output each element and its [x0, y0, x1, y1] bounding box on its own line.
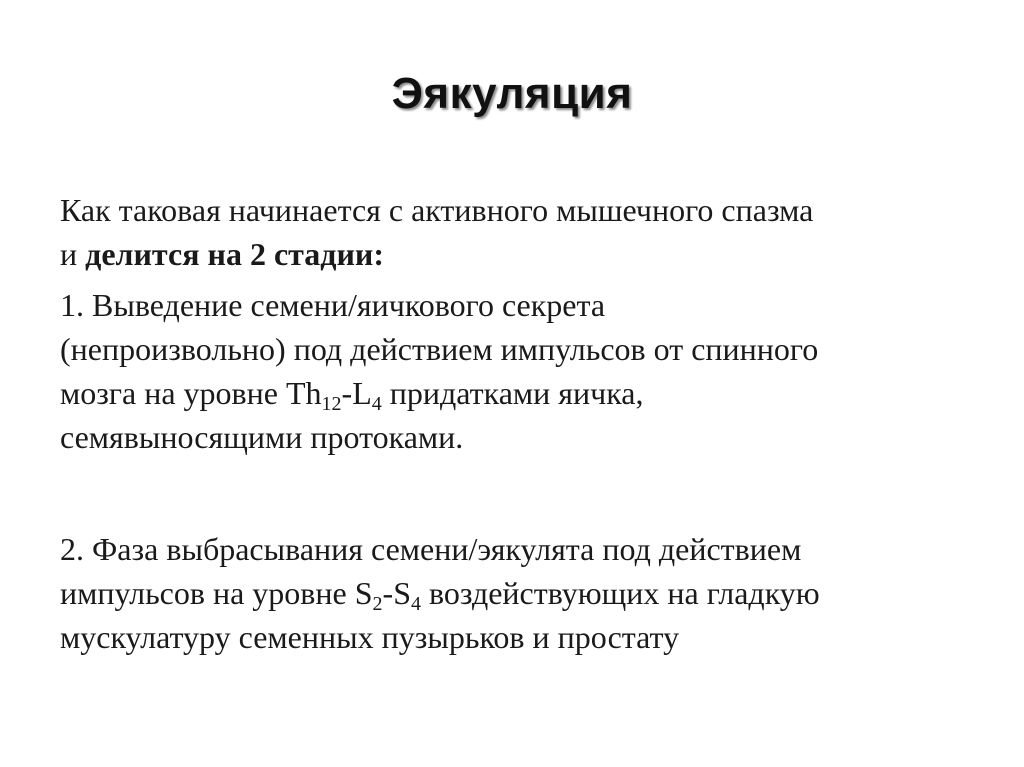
paragraph-stage-1	[60, 283, 980, 459]
stage-1-line-3-suffix: придатками яичка,	[381, 375, 644, 411]
stage-2-line-1: 2. Фаза выбрасывания семени/эякулята под действием	[60, 531, 802, 567]
stage-1-line-3-prefix: мозга на уровне Th	[60, 375, 322, 411]
stage-1-line-2: (непроизвольно) под действием импульсов от спинного	[60, 331, 819, 367]
paragraph-intro-line-2	[60, 232, 980, 276]
stage-2-line-2-prefix: импульсов на уровне S	[60, 575, 373, 611]
stage-2-line-3: мускулатуру семенных пузырьков и простату	[60, 619, 680, 655]
stage-2-line-2	[60, 571, 980, 615]
paragraph-intro-bold-text: делится на 2 стадии:	[85, 236, 384, 272]
stage-1-line-4: семявыносящими протоками.	[60, 419, 464, 455]
paragraph-intro	[60, 188, 980, 276]
stage-1-line-3-mid: -L	[341, 375, 372, 411]
stage-2-line-2-mid: -S	[382, 575, 411, 611]
stage-1-line-1: 1. Выведение семени/яичкового секрета	[60, 287, 606, 323]
stage-1-line-3	[60, 371, 980, 415]
stage-2-subscript-1: 2	[372, 593, 383, 615]
slide-title: Эякуляция	[391, 69, 633, 118]
stage-1-subscript-2: 4	[371, 393, 382, 415]
stage-2-subscript-2: 4	[410, 593, 421, 615]
paragraph-intro-line-1: Как таковая начинается с активного мышечного спазма	[60, 192, 814, 228]
stage-1-subscript-1: 12	[321, 393, 342, 415]
stage-2-line-2-suffix: воздействующих на гладкую	[420, 575, 820, 611]
paragraph-intro-line-2-prefix: и	[60, 236, 86, 272]
paragraph-stage-2	[60, 527, 980, 659]
